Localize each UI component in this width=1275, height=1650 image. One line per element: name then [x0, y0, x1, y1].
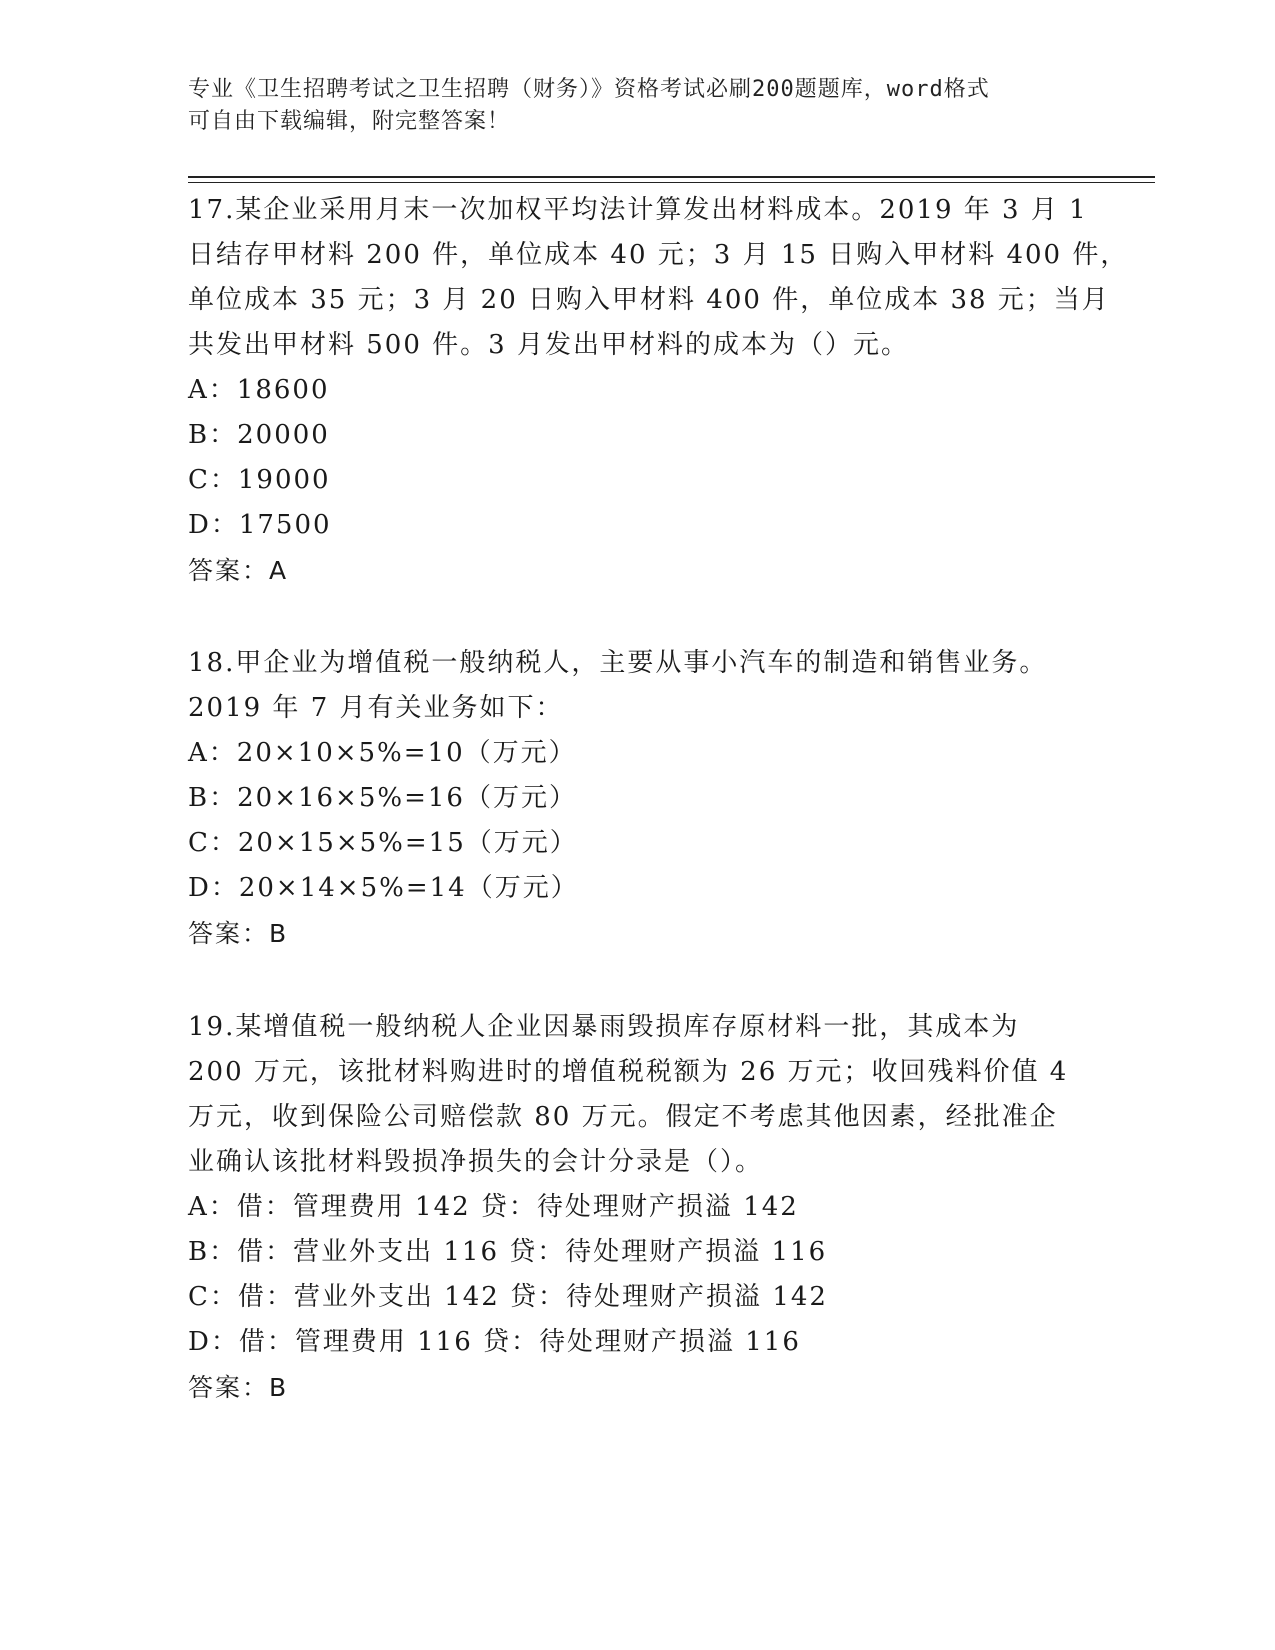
option-c: C：20×15×5%=15（万元）: [188, 828, 578, 858]
option-d: D：借：管理费用 116 贷：待处理财产损溢 116: [188, 1327, 801, 1357]
header-divider-thin: [188, 182, 1155, 183]
option-a: A：借：管理费用 142 贷：待处理财产损溢 142: [188, 1192, 799, 1222]
question-text-line: 共发出甲材料 500 件。3 月发出甲材料的成本为（）元。: [188, 330, 909, 360]
question-text-line: 万元，收到保险公司赔偿款 80 万元。假定不考虑其他因素，经批准企: [188, 1102, 1058, 1132]
option-c: C：借：营业外支出 142 贷：待处理财产损溢 142: [188, 1282, 828, 1312]
answer-label: 答案：B: [188, 919, 289, 948]
option-d: D：20×14×5%=14（万元）: [188, 873, 579, 903]
question-text-line: 17.某企业采用月末一次加权平均法计算发出材料成本。2019 年 3 月 1: [188, 195, 1088, 225]
header-line-1: 专业《卫生招聘考试之卫生招聘（财务）》资格考试必刷200题题库，word格式: [188, 77, 990, 102]
answer-label: 答案：B: [188, 1373, 289, 1402]
option-d: D：17500: [188, 510, 332, 540]
question-text-line: 业确认该批材料毁损净损失的会计分录是（）。: [188, 1147, 764, 1177]
option-b: B：20×16×5%=16（万元）: [188, 783, 577, 813]
header-divider-thick: [188, 176, 1155, 178]
question-text-line: 200 万元，该批材料购进时的增值税税额为 26 万元；收回残料价值 4: [188, 1057, 1069, 1087]
question-text-line: 18.甲企业为增值税一般纳税人，主要从事小汽车的制造和销售业务。: [188, 648, 1048, 678]
answer-label: 答案：A: [188, 556, 289, 585]
option-a: A：20×10×5%=10（万元）: [188, 738, 577, 768]
question-text-line: 单位成本 35 元；3 月 20 日购入甲材料 400 件，单位成本 38 元；当月: [188, 285, 1110, 315]
question-19: [188, 1005, 1088, 1410]
option-c: C：19000: [188, 465, 331, 495]
option-b: B：借：营业外支出 116 贷：待处理财产损溢 116: [188, 1237, 828, 1267]
question-text-line: 2019 年 7 月有关业务如下：: [188, 693, 564, 723]
header-line-2: 可自由下载编辑，附完整答案！: [188, 109, 511, 134]
option-a: A：18600: [188, 375, 330, 405]
question-text-line: 19.某增值税一般纳税人企业因暴雨毁损库存原材料一批，其成本为: [188, 1012, 1020, 1042]
question-18: [188, 641, 1088, 956]
question-17: [188, 188, 1129, 593]
document-header: [188, 74, 1068, 138]
option-b: B：20000: [188, 420, 330, 450]
question-text-line: 日结存甲材料 200 件，单位成本 40 元；3 月 15 日购入甲材料 400 件，: [188, 240, 1129, 270]
